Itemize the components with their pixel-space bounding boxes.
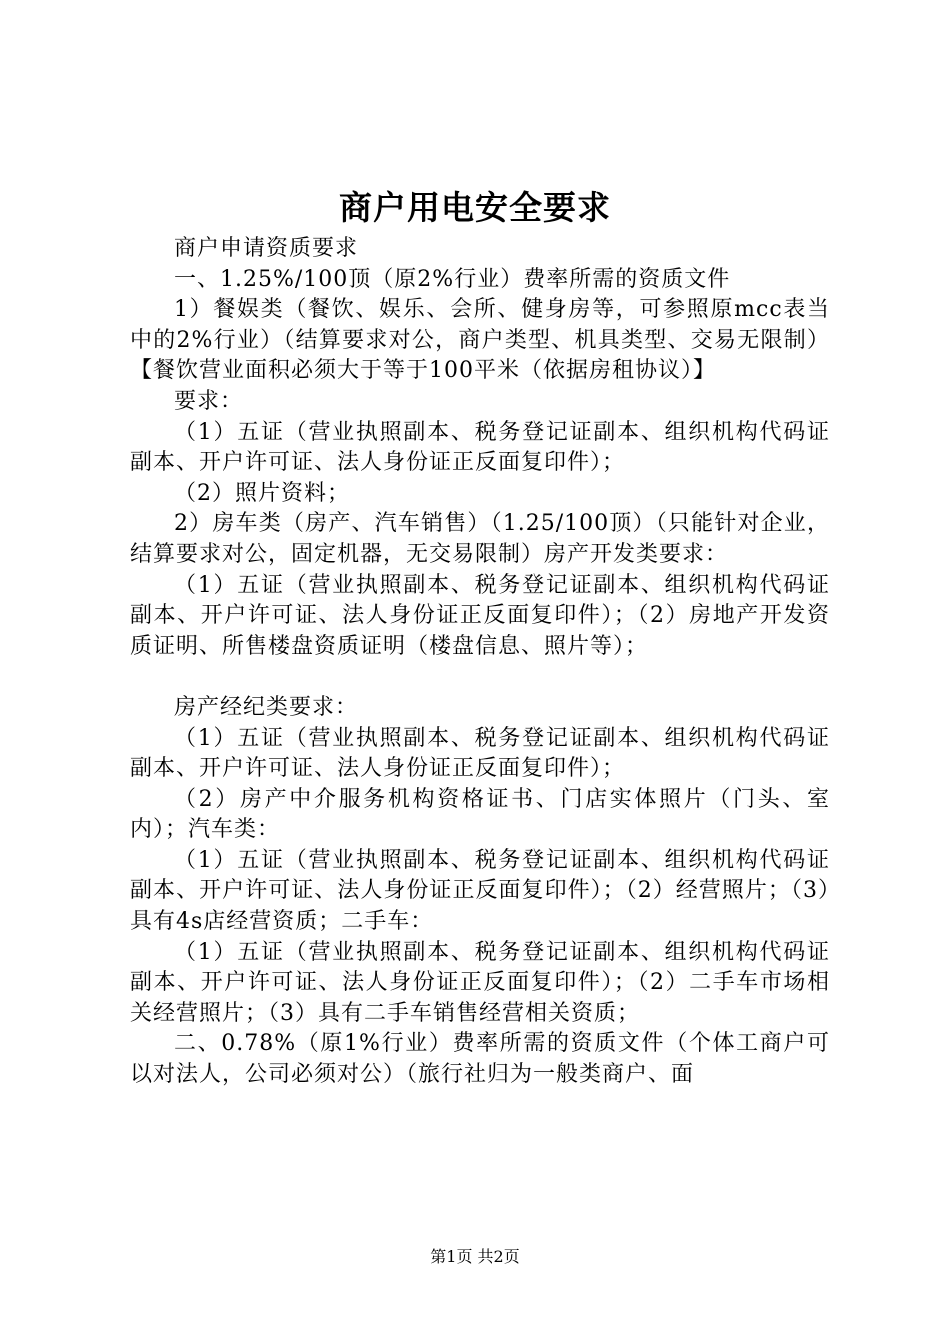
paragraph: 二、0.78%（原1%行业）费率所需的资质文件（个体工商户可以对法人，公司必须对公）（旅行社归为一般类商户、面 [130,1031,830,1088]
paragraph-spacer [130,662,830,693]
paragraph: （1）五证（营业执照副本、税务登记证副本、组织机构代码证副本、开户许可证、法人身份证正反面复印件）； [130,419,830,476]
paragraph: 一、1.25%/100顶（原2%行业）费率所需的资质文件 [174,266,731,292]
paragraph: 房产经纪类要求： [174,694,359,720]
paragraph: （1）五证（营业执照副本、税务登记证副本、组织机构代码证副本、开户许可证、法人身份证正反面复印件）；（2）房地产开发资质证明、所售楼盘资质证明（楼盘信息、照片等）； [130,572,830,659]
paragraph: （1）五证（营业执照副本、税务登记证副本、组织机构代码证副本、开户许可证、法人身份证正反面复印件）；（2）二手车市场相关经营照片；（3）具有二手车销售经营相关资质； [130,939,830,1026]
document-title: 商户用电安全要求 [339,188,611,227]
paragraph: （1）五证（营业执照副本、税务登记证副本、组织机构代码证副本、开户许可证、法人身份证正反面复印件）； [130,725,830,782]
paragraph: 1）餐娱类（餐饮、娱乐、会所、健身房等，可参照原mcc表当中的2%行业）（结算要求对公，商户类型、机具类型、交易无限制）【餐饮营业面积必须大于等于100平米（依据房租协议）】 [130,297,830,384]
paragraph: 商户申请资质要求 [174,236,359,261]
paragraph: （1）五证（营业执照副本、税务登记证副本、组织机构代码证副本、开户许可证、法人身份证正反面复印件）；（2）经营照片；（3）具有4s店经营资质；二手车： [130,847,830,935]
paragraph: （2）照片资料； [174,480,350,506]
paragraph: （2）房产中介服务机构资格证书、门店实体照片（门头、室内）；汽车类： [130,786,830,843]
paragraph: 要求： [174,388,244,414]
document-body [130,234,830,1091]
paragraph: 2）房车类（房产、汽车销售）（1.25/100顶）（只能针对企业，结算要求对公，固定机器，无交易限制）房产开发类要求： [130,511,830,567]
page-number: 第1页 共2页 [430,1247,520,1266]
